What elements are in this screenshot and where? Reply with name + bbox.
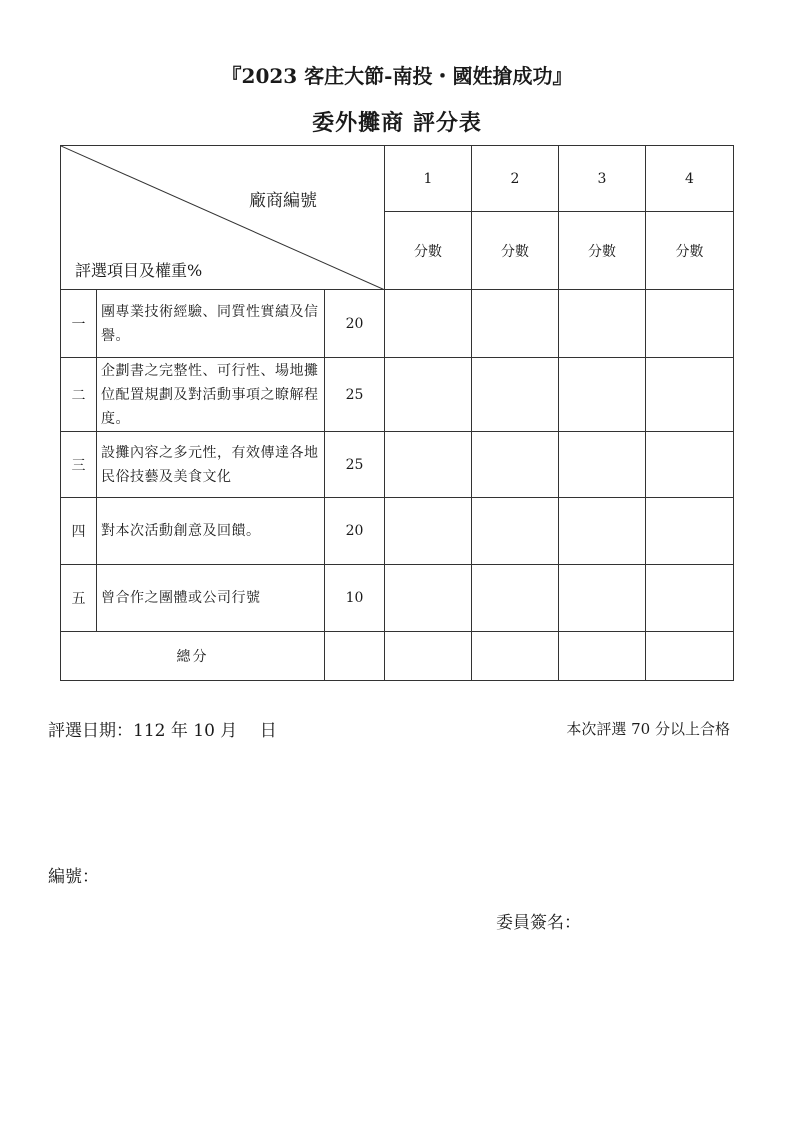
criterion-description: 曾合作之團體或公司行號 bbox=[97, 565, 325, 632]
criterion-description: 對本次活動創意及回饋。 bbox=[97, 498, 325, 565]
vendor-number: 4 bbox=[646, 146, 734, 212]
score-cell[interactable] bbox=[646, 358, 734, 432]
row-number: 四 bbox=[61, 498, 97, 565]
score-cell[interactable] bbox=[559, 358, 646, 432]
score-cell[interactable] bbox=[559, 565, 646, 632]
serial-number-label: 編號： bbox=[48, 867, 99, 887]
committee-signature-label: 委員簽名： bbox=[496, 913, 581, 933]
total-score-cell[interactable] bbox=[385, 632, 472, 681]
score-cell[interactable] bbox=[559, 498, 646, 565]
total-row bbox=[61, 632, 734, 681]
table-row bbox=[61, 432, 734, 498]
score-cell[interactable] bbox=[472, 565, 559, 632]
total-score-cell[interactable] bbox=[559, 632, 646, 681]
total-weight-cell bbox=[325, 632, 385, 681]
score-cell[interactable] bbox=[472, 432, 559, 498]
row-number: 一 bbox=[61, 290, 97, 358]
total-score-cell[interactable] bbox=[472, 632, 559, 681]
criteria-weight-header: 評選項目及權重% bbox=[75, 261, 203, 280]
score-cell[interactable] bbox=[646, 432, 734, 498]
criterion-weight: 25 bbox=[325, 432, 385, 498]
row-number: 三 bbox=[61, 432, 97, 498]
criterion-weight: 25 bbox=[325, 358, 385, 432]
criterion-description: 設攤內容之多元性，有效傳達各地民俗技藝及美食文化 bbox=[97, 432, 325, 498]
vendor-number: 2 bbox=[472, 146, 559, 212]
pass-threshold-note: 本次評選 70 分以上合格 bbox=[566, 720, 730, 738]
score-cell[interactable] bbox=[472, 290, 559, 358]
document-title: 『2023 客庄大節-南投・國姓搶成功』 bbox=[221, 64, 573, 88]
score-cell[interactable] bbox=[559, 432, 646, 498]
vendor-number-header: 廠商編號 bbox=[249, 191, 317, 211]
criterion-description: 企劃書之完整性、可行性、場地攤位配置規劃及對活動事項之瞭解程度。 bbox=[97, 358, 325, 432]
score-cell[interactable] bbox=[385, 290, 472, 358]
score-cell[interactable] bbox=[559, 290, 646, 358]
table-row bbox=[61, 358, 734, 432]
evaluation-date: 評選日期：112 年 10 月 日 bbox=[48, 721, 277, 741]
score-label: 分數 bbox=[646, 212, 734, 290]
score-cell[interactable] bbox=[385, 358, 472, 432]
total-score-cell[interactable] bbox=[646, 632, 734, 681]
table-row bbox=[61, 290, 734, 358]
table-row bbox=[61, 498, 734, 565]
score-table bbox=[60, 145, 734, 681]
criterion-weight: 20 bbox=[325, 290, 385, 358]
score-cell[interactable] bbox=[646, 290, 734, 358]
row-number: 五 bbox=[61, 565, 97, 632]
score-cell[interactable] bbox=[472, 498, 559, 565]
table-row bbox=[61, 565, 734, 632]
score-cell[interactable] bbox=[472, 358, 559, 432]
score-cell[interactable] bbox=[385, 565, 472, 632]
score-cell[interactable] bbox=[646, 565, 734, 632]
score-cell[interactable] bbox=[646, 498, 734, 565]
total-label: 總分 bbox=[61, 632, 325, 681]
corner-header-cell bbox=[61, 146, 385, 290]
form-subtitle: 委外攤商 評分表 bbox=[312, 110, 482, 136]
score-label: 分數 bbox=[385, 212, 472, 290]
criterion-weight: 10 bbox=[325, 565, 385, 632]
vendor-number: 1 bbox=[385, 146, 472, 212]
score-cell[interactable] bbox=[385, 498, 472, 565]
row-number: 二 bbox=[61, 358, 97, 432]
criterion-description: 團專業技術經驗、同質性實績及信譽。 bbox=[97, 290, 325, 358]
vendor-number: 3 bbox=[559, 146, 646, 212]
score-label: 分數 bbox=[472, 212, 559, 290]
criterion-weight: 20 bbox=[325, 498, 385, 565]
score-cell[interactable] bbox=[385, 432, 472, 498]
score-label: 分數 bbox=[559, 212, 646, 290]
